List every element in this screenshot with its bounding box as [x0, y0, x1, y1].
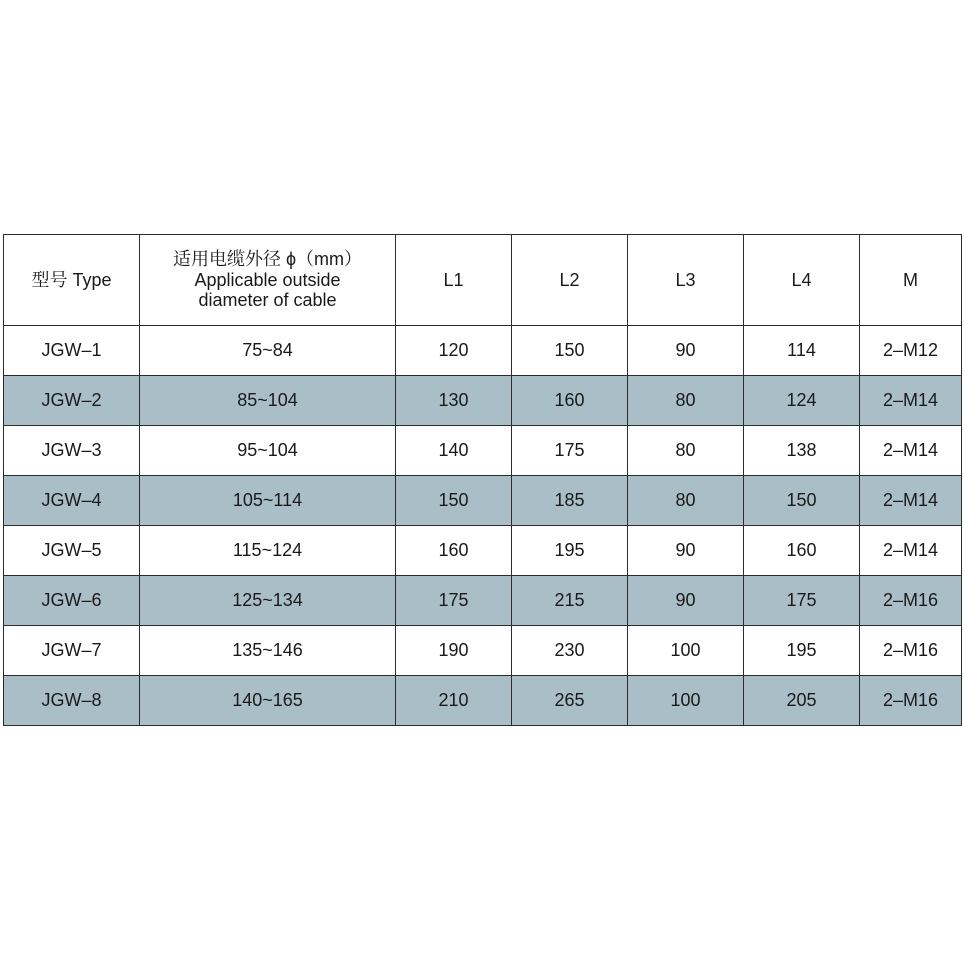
cell-l3: 90 [628, 526, 744, 576]
cell-type: JGW–5 [4, 526, 140, 576]
header-diameter-line3: diameter of cable [198, 290, 337, 311]
cell-l4: 150 [744, 476, 860, 526]
cell-diameter: 75~84 [140, 326, 396, 376]
cell-m: 2–M14 [860, 426, 962, 476]
cell-type: JGW–8 [4, 676, 140, 726]
cell-diameter: 115~124 [140, 526, 396, 576]
cell-diameter: 140~165 [140, 676, 396, 726]
cell-l2: 175 [512, 426, 628, 476]
cell-l3: 80 [628, 426, 744, 476]
header-l4: L4 [744, 235, 860, 326]
cell-diameter: 105~114 [140, 476, 396, 526]
table-row [4, 676, 962, 726]
cell-l1: 175 [396, 576, 512, 626]
header-row [4, 235, 962, 326]
cell-type: JGW–3 [4, 426, 140, 476]
cell-m: 2–M14 [860, 526, 962, 576]
cell-diameter: 85~104 [140, 376, 396, 426]
cell-l2: 160 [512, 376, 628, 426]
cell-l3: 90 [628, 326, 744, 376]
cell-l3: 80 [628, 476, 744, 526]
cell-m: 2–M16 [860, 676, 962, 726]
cell-m: 2–M16 [860, 626, 962, 676]
cell-l2: 150 [512, 326, 628, 376]
cell-l4: 160 [744, 526, 860, 576]
cell-l2: 265 [512, 676, 628, 726]
cell-l1: 130 [396, 376, 512, 426]
cell-type: JGW–7 [4, 626, 140, 676]
header-l2: L2 [512, 235, 628, 326]
cell-l4: 195 [744, 626, 860, 676]
cell-l4: 205 [744, 676, 860, 726]
header-type: 型号 Type [4, 235, 140, 326]
cell-type: JGW–4 [4, 476, 140, 526]
header-l1: L1 [396, 235, 512, 326]
table-row [4, 376, 962, 426]
cell-l3: 100 [628, 626, 744, 676]
cell-l3: 80 [628, 376, 744, 426]
table-row [4, 326, 962, 376]
cell-m: 2–M12 [860, 326, 962, 376]
cell-type: JGW–2 [4, 376, 140, 426]
cell-l1: 150 [396, 476, 512, 526]
header-diameter-line2: Applicable outside [194, 269, 341, 290]
cell-l1: 210 [396, 676, 512, 726]
cell-type: JGW–6 [4, 576, 140, 626]
cell-l2: 230 [512, 626, 628, 676]
cell-diameter: 135~146 [140, 626, 396, 676]
cell-l1: 160 [396, 526, 512, 576]
cell-diameter: 125~134 [140, 576, 396, 626]
cell-m: 2–M16 [860, 576, 962, 626]
cell-l2: 195 [512, 526, 628, 576]
cell-l3: 90 [628, 576, 744, 626]
cell-l4: 114 [744, 326, 860, 376]
header-m: M [860, 235, 962, 326]
cell-l4: 175 [744, 576, 860, 626]
cell-m: 2–M14 [860, 476, 962, 526]
header-diameter-line1: 适用电缆外径 ϕ（mm） [172, 248, 363, 269]
cell-l2: 185 [512, 476, 628, 526]
table-row [4, 476, 962, 526]
cell-l3: 100 [628, 676, 744, 726]
spec-table [3, 234, 962, 726]
cell-l4: 124 [744, 376, 860, 426]
table-row [4, 626, 962, 676]
table-body [4, 326, 962, 726]
table-row [4, 526, 962, 576]
cell-l1: 140 [396, 426, 512, 476]
cell-l4: 138 [744, 426, 860, 476]
cell-l1: 190 [396, 626, 512, 676]
header-l3: L3 [628, 235, 744, 326]
cell-l2: 215 [512, 576, 628, 626]
cell-m: 2–M14 [860, 376, 962, 426]
cell-type: JGW–1 [4, 326, 140, 376]
cell-l1: 120 [396, 326, 512, 376]
cell-diameter: 95~104 [140, 426, 396, 476]
table-row [4, 576, 962, 626]
header-diameter [140, 235, 396, 326]
table-row [4, 426, 962, 476]
